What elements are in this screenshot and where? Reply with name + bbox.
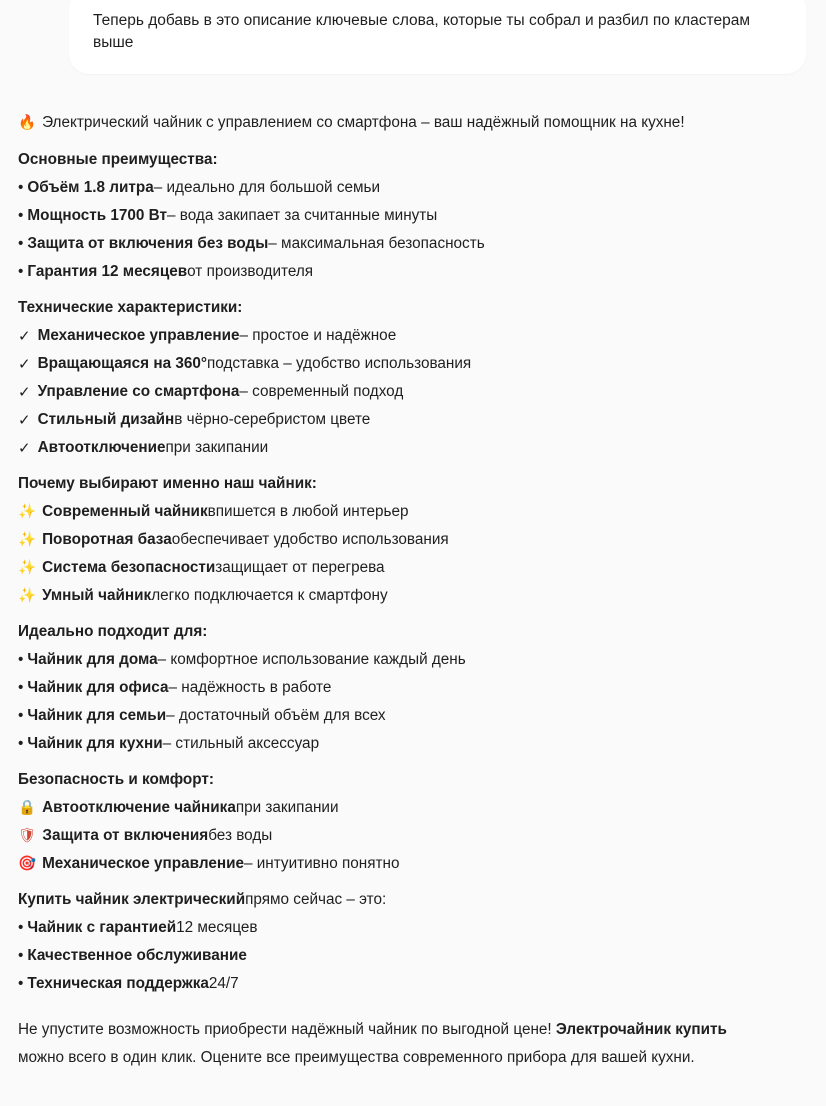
list-item-description: при закипании [165, 439, 269, 457]
check-icon: ✓ [18, 327, 31, 345]
answer-section [18, 766, 808, 878]
section-list-item [18, 230, 808, 258]
lock-emoji: 🔒 [18, 799, 37, 816]
section-list-item [18, 794, 808, 822]
user-prompt-bubble[interactable]: Теперь добавь в это описание ключевые слова, которые ты собрал и разбил по кластерам выше [69, 0, 806, 74]
section-list-item [18, 582, 808, 610]
list-item-keyword: Автоотключение чайника [42, 799, 236, 817]
list-item-description: в чёрно-серебристом цвете [174, 411, 371, 429]
list-item-description: без воды [208, 827, 273, 845]
section-heading [18, 886, 808, 914]
closing-bold-phrase: Электрочайник купить [555, 1021, 727, 1038]
list-item-description: – комфортное использование каждый день [157, 651, 466, 669]
list-item-description: 24/7 [208, 975, 239, 993]
section-list-item [18, 498, 808, 526]
list-item-keyword: Стильный дизайн [37, 411, 175, 429]
bullet-icon: • [18, 179, 24, 197]
section-list-item [18, 646, 808, 674]
section-list-item [18, 526, 808, 554]
answer-sections [18, 146, 808, 998]
answer-section [18, 618, 808, 758]
check-icon: ✓ [18, 383, 31, 401]
section-heading [18, 618, 808, 646]
bullet-icon: • [18, 947, 24, 965]
section-list-item [18, 702, 808, 730]
section-list-item [18, 378, 808, 406]
list-item-keyword: Мощность 1700 Вт [27, 207, 168, 225]
section-heading-rest: прямо сейчас – это: [245, 891, 387, 909]
sparkles-icon: ✨ [18, 503, 37, 520]
bullet-icon: • [18, 207, 24, 225]
section-heading-text: Почему выбирают именно наш чайник: [18, 475, 317, 493]
list-item-keyword: Механическое управление [37, 327, 240, 345]
list-item-description: впишется в любой интерьер [207, 503, 409, 521]
section-list-item [18, 434, 808, 462]
section-list-item [18, 174, 808, 202]
sparkles-icon: ✨ [18, 531, 37, 548]
list-item-description: от производителя [187, 263, 314, 281]
closing-part-2: можно всего в один клик. Оцените все преимущества современного прибора для вашей кухни. [18, 1049, 695, 1067]
list-item-keyword: Объём 1.8 литра [27, 179, 154, 197]
section-heading-text: Основные преимущества: [18, 151, 218, 169]
answer-intro-text: Электрический чайник с управлением со смартфона – ваш надёжный помощник на кухне! [42, 114, 685, 132]
list-item-keyword: Чайник для офиса [27, 679, 169, 697]
section-heading [18, 766, 808, 794]
section-heading [18, 294, 808, 322]
section-list-item [18, 322, 808, 350]
section-list-item [18, 970, 808, 998]
check-icon: ✓ [18, 439, 31, 457]
bullet-icon: • [18, 707, 24, 725]
bullet-icon: • [18, 235, 24, 253]
section-heading-bold: Купить чайник электрический [18, 891, 246, 909]
list-item-keyword: Гарантия 12 месяцев [27, 263, 188, 281]
bullet-icon: • [18, 975, 24, 993]
list-item-description: защищает от перегрева [215, 559, 385, 577]
list-item-description: 12 месяцев [176, 919, 258, 937]
bullet-icon: • [18, 679, 24, 697]
list-item-keyword: Чайник для дома [27, 651, 158, 669]
assistant-answer [0, 74, 826, 998]
section-heading-text: Идеально подходит для: [18, 623, 208, 641]
dart-emoji: 🎯 [18, 855, 37, 872]
closing-part-1: Не упустите возможность приобрести надёжный чайник по выгодной цене! [18, 1021, 556, 1038]
bullet-icon: • [18, 651, 24, 669]
answer-section [18, 294, 808, 462]
shield-emoji: 🛡 [18, 827, 37, 844]
answer-closing-paragraph [0, 998, 760, 1073]
section-list-item [18, 942, 808, 970]
section-heading [18, 146, 808, 174]
list-item-keyword: Поворотная база [42, 531, 172, 549]
list-item-description: – стильный аксессуар [162, 735, 320, 753]
bullet-icon: • [18, 263, 24, 281]
list-item-keyword: Чайник с гарантией [27, 919, 177, 937]
answer-section [18, 886, 808, 998]
section-list-item [18, 554, 808, 582]
list-item-description: – достаточный объём для всех [166, 707, 386, 725]
list-item-keyword: Управление со смартфона [37, 383, 240, 401]
sparkles-icon: ✨ [18, 587, 37, 604]
section-list-item [18, 202, 808, 230]
section-list-item [18, 914, 808, 942]
list-item-keyword: Качественное обслуживание [27, 947, 247, 965]
list-item-description: при закипании [235, 799, 339, 817]
list-item-description: – современный подход [239, 383, 404, 401]
list-item-description: – максимальная безопасность [268, 235, 485, 253]
list-item-keyword: Автоотключение [37, 439, 166, 457]
list-item-description: обеспечивает удобство использования [171, 531, 449, 549]
list-item-keyword: Техническая поддержка [27, 975, 209, 993]
list-item-keyword: Современный чайник [42, 503, 208, 521]
list-item-description: – надёжность в работе [168, 679, 332, 697]
list-item-description: – идеально для большой семьи [153, 179, 381, 197]
list-item-keyword: Чайник для семьи [27, 707, 167, 725]
list-item-description: – простое и надёжное [239, 327, 397, 345]
section-heading-text: Технические характеристики: [18, 299, 243, 317]
fire-icon: 🔥 [18, 114, 37, 131]
list-item-description: подставка – удобство использования [207, 355, 472, 373]
bullet-icon: • [18, 919, 24, 937]
section-list-item [18, 674, 808, 702]
section-heading [18, 470, 808, 498]
list-item-keyword: Умный чайник [42, 587, 152, 605]
list-item-keyword: Вращающаяся на 360° [37, 355, 207, 373]
section-list-item [18, 730, 808, 758]
section-list-item [18, 350, 808, 378]
list-item-keyword: Механическое управление [42, 855, 244, 873]
user-prompt-row [0, 0, 826, 74]
list-item-keyword: Чайник для кухни [27, 735, 163, 753]
list-item-description: – интуитивно понятно [244, 855, 400, 873]
section-list-item [18, 406, 808, 434]
section-list-item [18, 822, 808, 850]
answer-intro-line [18, 108, 808, 138]
check-icon: ✓ [18, 355, 31, 373]
list-item-keyword: Система безопасности [42, 559, 216, 577]
check-icon: ✓ [18, 411, 31, 429]
section-list-item [18, 850, 808, 878]
list-item-description: легко подключается к смартфону [151, 587, 388, 605]
list-item-keyword: Защита от включения [42, 827, 209, 845]
answer-section [18, 146, 808, 286]
list-item-keyword: Защита от включения без воды [27, 235, 269, 253]
bullet-icon: • [18, 735, 24, 753]
answer-section [18, 470, 808, 610]
section-heading-text: Безопасность и комфорт: [18, 771, 214, 789]
section-list-item [18, 258, 808, 286]
sparkles-icon: ✨ [18, 559, 37, 576]
list-item-description: – вода закипает за считанные минуты [167, 207, 438, 225]
